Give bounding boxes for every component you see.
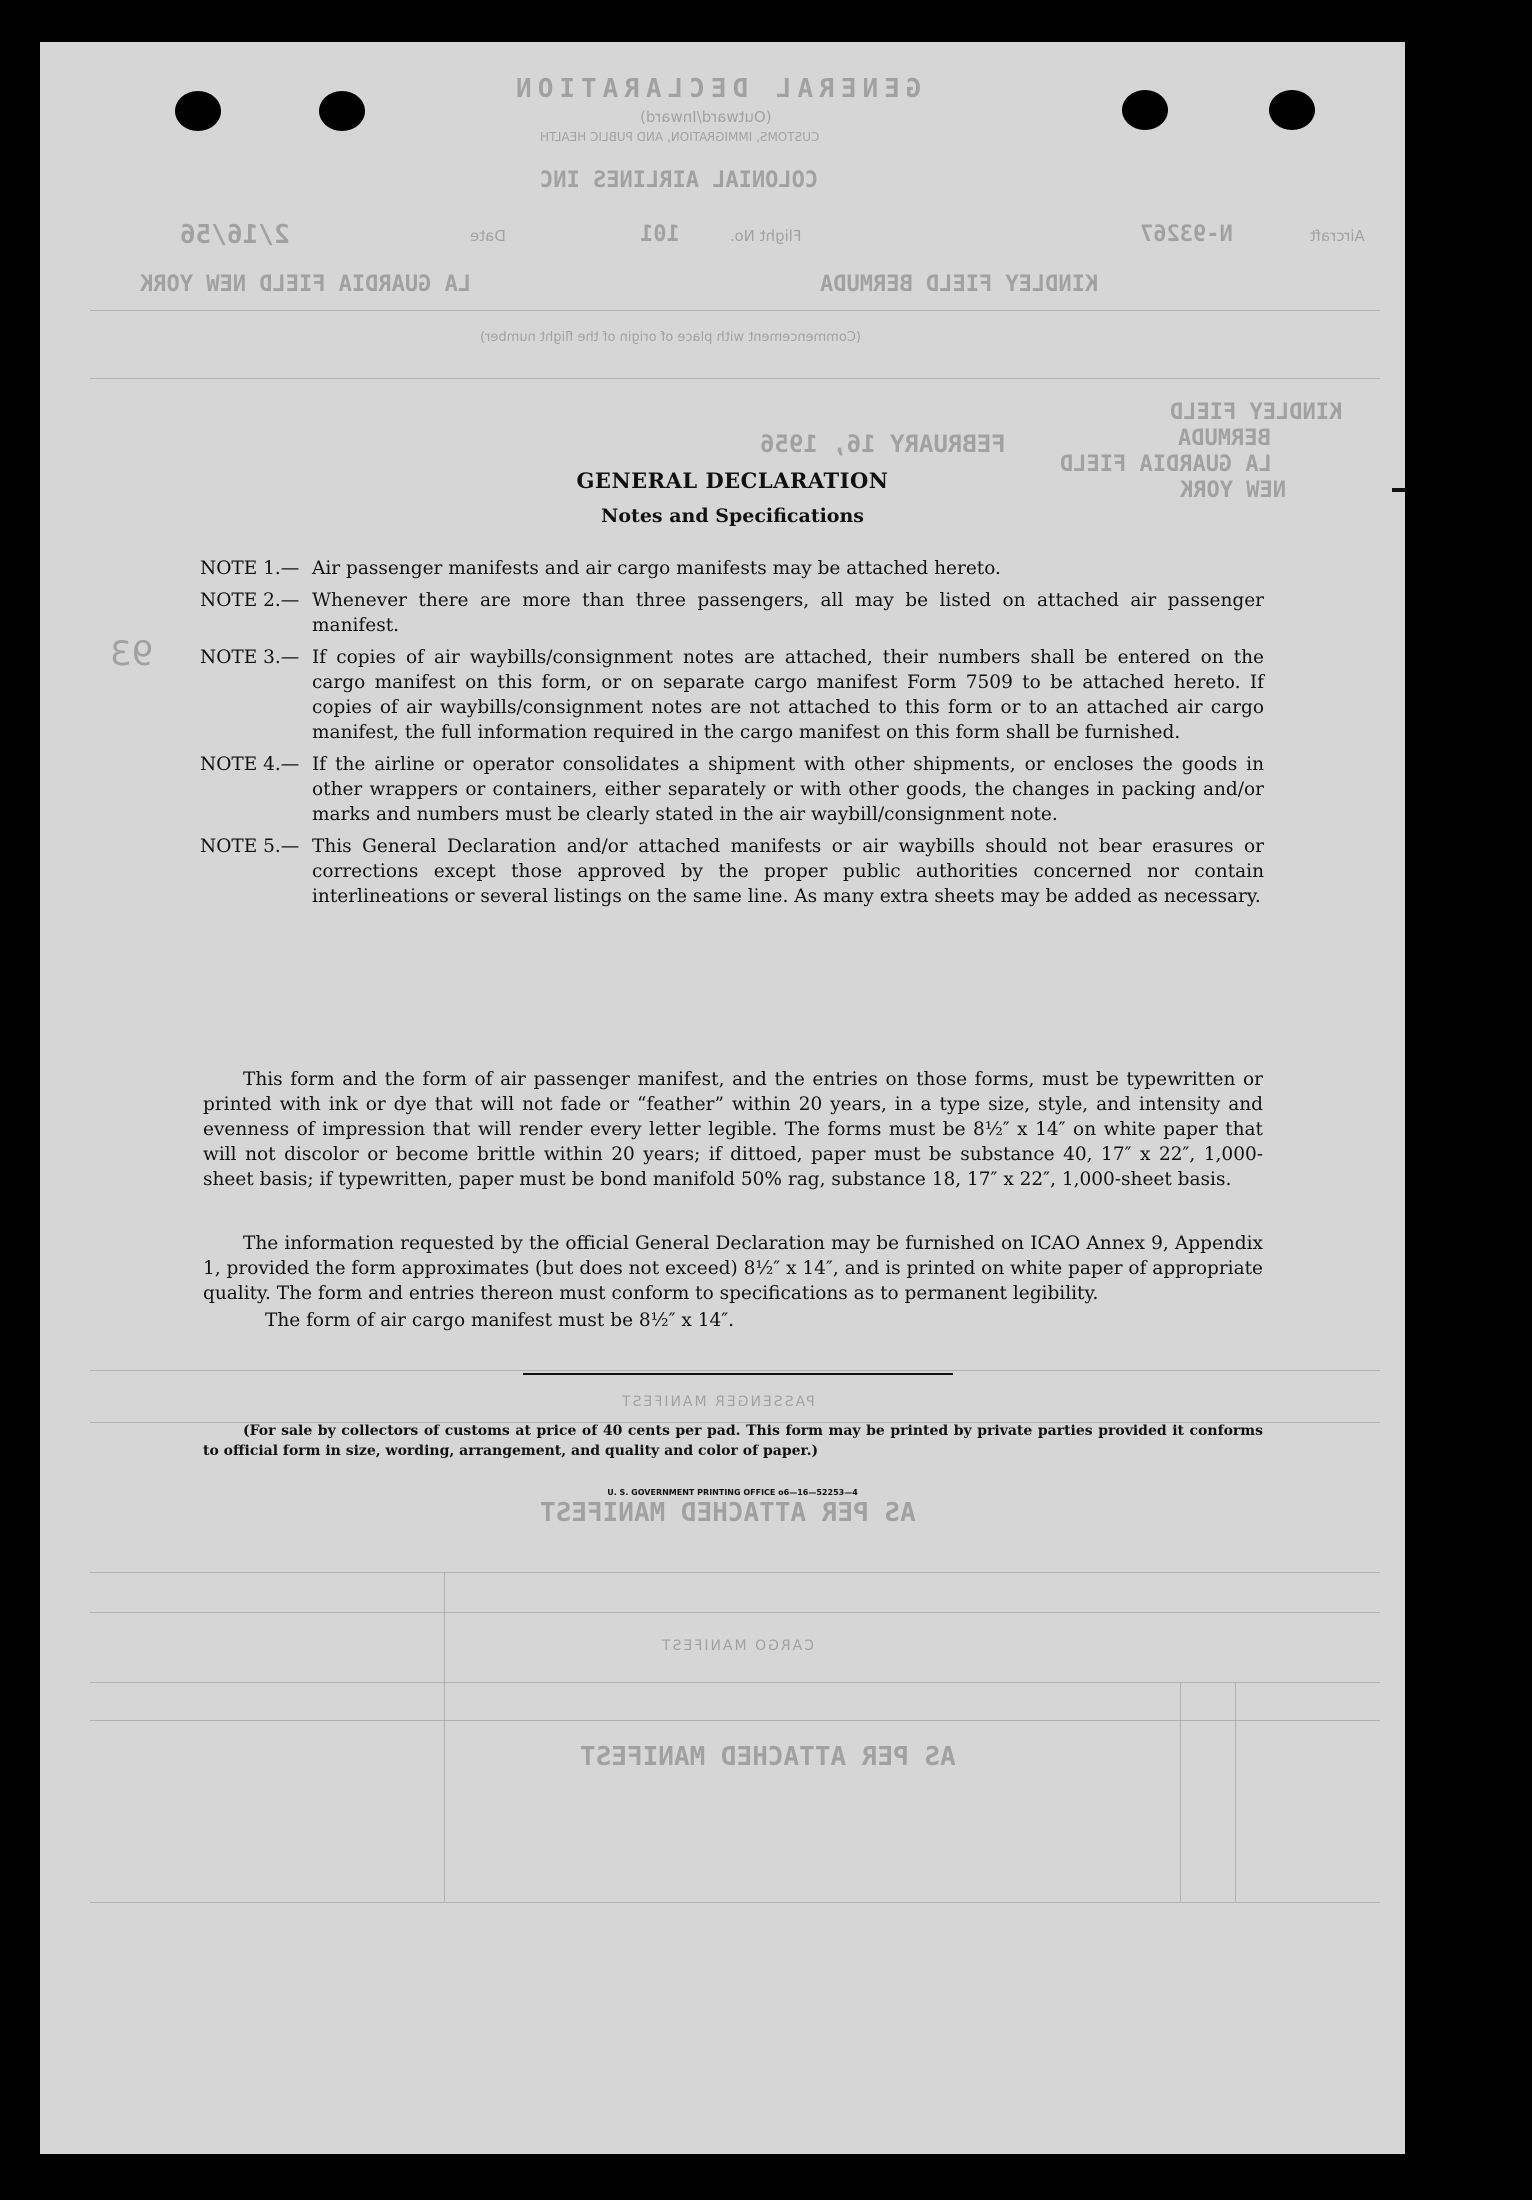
bleed-flight-date: FEBRUARY 16, 1956 xyxy=(760,430,1006,458)
note-text: Air passenger manifests and air cargo manifests may be attached hereto. xyxy=(312,558,1001,579)
bleed-rule xyxy=(444,1572,445,1902)
bleed-rule xyxy=(90,1720,1380,1721)
note-label: NOTE 5.— xyxy=(200,836,300,857)
edge-mark xyxy=(1392,488,1406,492)
notes-list xyxy=(200,556,1264,916)
note-item xyxy=(200,752,1264,827)
bleed-date: 2/16/56 xyxy=(180,220,290,250)
note-text: Whenever there are more than three passengers, all may be listed on attached air passenger manifest. xyxy=(312,590,1264,636)
bleed-attached-1: AS PER ATTACHED MANIFEST xyxy=(540,1498,916,1528)
bleed-passenger-manifest: PASSENGER MANIFEST xyxy=(620,1394,815,1410)
bleed-agency: CUSTOMS, IMMIGRATION, AND PUBLIC HEALTH xyxy=(540,130,820,144)
bleed-margin-number: 93 xyxy=(110,634,154,674)
note-text: If copies of air waybills/consignment notes are attached, their numbers shall be entered on the cargo manifest on this form, or on separate cargo manifest Form 7509 to be attached hereto. If copies of air waybills/consignment notes are not attached to this form or to an attached air cargo manifest, the full information required in the cargo manifest on this form shall be furnished. xyxy=(312,647,1264,743)
note-item xyxy=(200,556,1264,581)
bleed-flight: 101 xyxy=(640,222,680,247)
punch-hole xyxy=(1269,90,1315,130)
bleed-flight-label: Flight No. xyxy=(730,227,802,245)
typewritten-paragraph: This form and the form of air passenger manifest, and the entries on those forms, must be typewritten or printed with ink or dye that will not fade or “feather” within 20 years, in a type size, style, and intensity and evenness of impression that will render every letter legible. The forms must be 8½″ x 14″ on white paper that will not discolor or become brittle within 20 years; if dittoed, paper must be substance 40, 17″ x 22″, 1,000-sheet basis; if typewritten, paper must be bond manifold 50% rag, substance 18, 17″ x 22″, 1,000-sheet basis. xyxy=(203,1069,1263,1190)
bleed-aircraft: N-93267 xyxy=(1140,222,1233,247)
bleed-place-2: BERMUDA xyxy=(1178,426,1271,451)
bleed-rule xyxy=(90,1612,1380,1613)
note-text: This General Declaration and/or attached manifests or air waybills should not bear erasures or corrections except those approved by the proper public authorities concerned nor contain interlineations or several listings on the same line. As many extra sheets may be added as necessary. xyxy=(312,836,1264,907)
bleed-rule xyxy=(90,310,1380,311)
bleed-place-1: KINDLEY FIELD xyxy=(1170,400,1343,425)
note-text: If the airline or operator consolidates a shipment with other shipments, or encloses the goods in other wrappers or containers, either separately or with other goods, the changes in packing and/or marks and numbers must be clearly stated in the air waybill/consignment note. xyxy=(312,754,1264,825)
bleed-rule xyxy=(1180,1682,1181,1902)
cargo-size-paragraph: The form of air cargo manifest must be 8½″ x 14″. xyxy=(265,1310,735,1331)
icao-paragraph: The information requested by the official General Declaration may be furnished on ICAO Annex 9, Appendix 1, provided the form approximates (but does not exceed) 8½″ x 14″, and is printed on white paper of appropriate quality. The form and entries thereon must conform to specifications as to permanent legibility. xyxy=(203,1233,1264,1304)
punch-hole xyxy=(1122,90,1168,130)
note-label: NOTE 1.— xyxy=(200,558,300,579)
bleed-airline: COLONIAL AIRLINES INC xyxy=(540,168,819,193)
page-subtitle: Notes and Specifications xyxy=(601,505,864,527)
note-label: NOTE 4.— xyxy=(200,754,300,775)
bleed-rule xyxy=(90,1572,1380,1573)
bleed-place-4: NEW YORK xyxy=(1180,478,1286,503)
bleed-aircraft-label: Aircraft xyxy=(1310,227,1365,245)
bleed-date-label: Date xyxy=(470,227,506,245)
bleed-form-subtitle: (Outward/Inward) xyxy=(640,108,772,126)
punch-hole xyxy=(319,91,365,131)
bleed-cargo-manifest: CARGO MANIFEST xyxy=(660,1638,814,1654)
bleed-rule xyxy=(90,1370,1380,1371)
note-item xyxy=(200,588,1264,638)
note-label: NOTE 3.— xyxy=(200,647,300,668)
bleed-place-3: LA GUARDIA FIELD xyxy=(1060,452,1272,477)
bleed-route-from: KINDLEY FIELD BERMUDA xyxy=(820,272,1099,297)
bleed-rule xyxy=(90,1682,1380,1683)
punch-hole xyxy=(175,91,221,131)
page-title: GENERAL DECLARATION xyxy=(576,468,889,493)
bleed-route-note: (Commencement with place of origin of the flight number) xyxy=(480,330,862,345)
note-label: NOTE 2.— xyxy=(200,590,300,611)
bleed-rule xyxy=(1235,1682,1236,1902)
bleed-form-title: GENERAL DECLARATION xyxy=(510,74,922,104)
sale-notice: (For sale by collectors of customs at price of 40 cents per pad. This form may be printed by private parties provided it conforms to official form in size, wording, arrangement, and quality and color of paper.) xyxy=(203,1423,1263,1459)
printing-office-imprint: U. S. GOVERNMENT PRINTING OFFICE o6—16—52253—4 xyxy=(607,1488,858,1497)
bleed-route-to: LA GUARDIA FIELD NEW YORK xyxy=(140,272,472,297)
bleed-attached-2: AS PER ATTACHED MANIFEST xyxy=(580,1742,956,1772)
bleed-rule xyxy=(90,378,1380,379)
note-item xyxy=(200,645,1264,745)
bleed-rule xyxy=(90,1902,1380,1903)
document-page xyxy=(40,42,1405,2154)
divider-line xyxy=(523,1373,953,1375)
note-item xyxy=(200,834,1264,909)
